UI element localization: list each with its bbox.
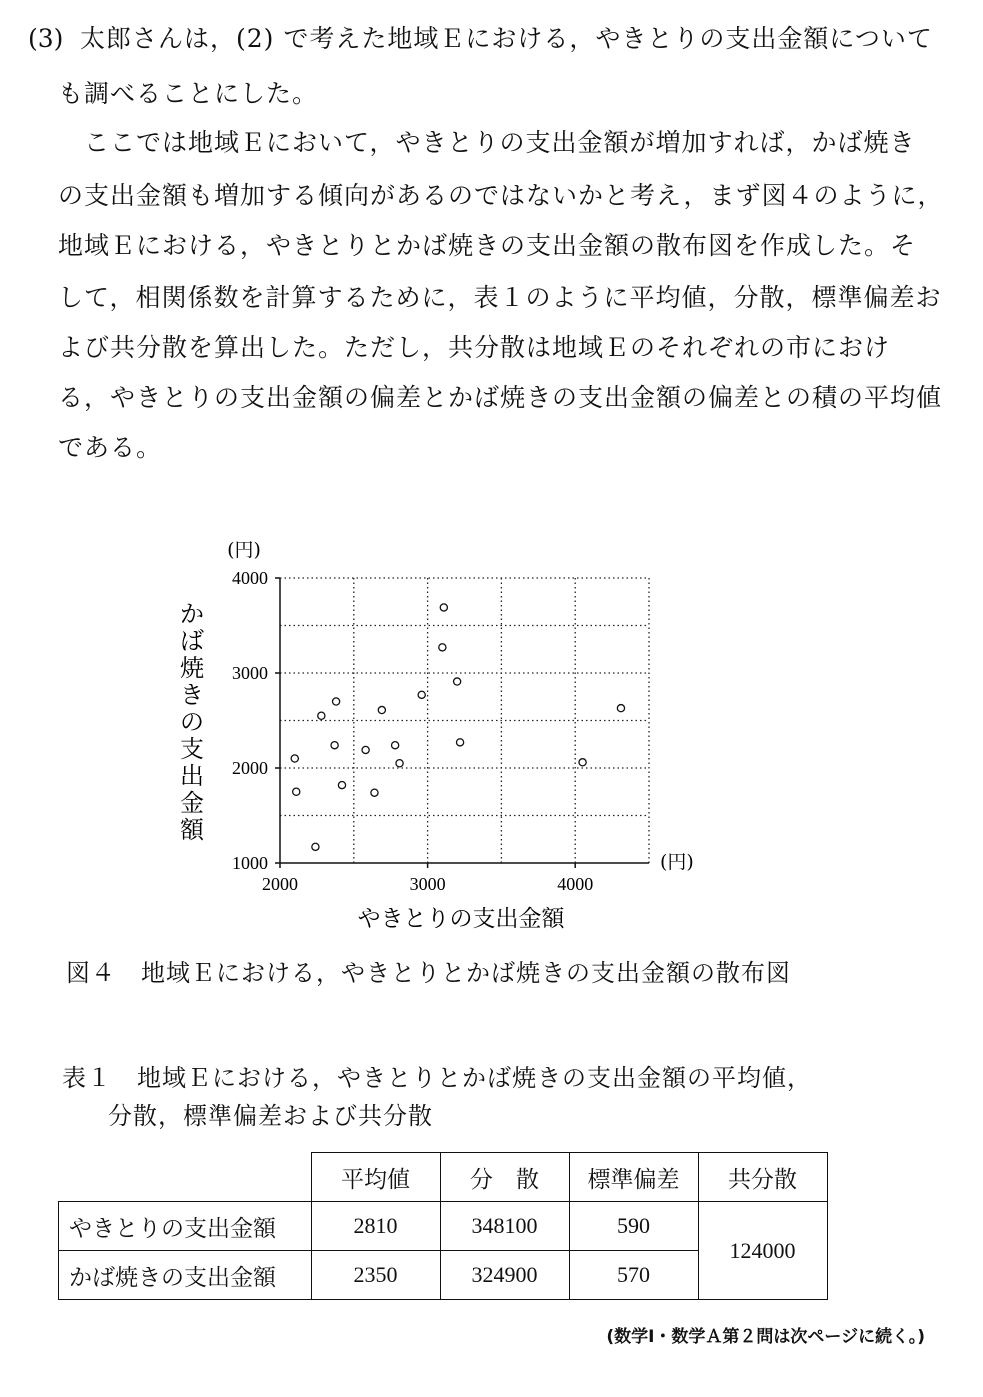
scatter-point bbox=[318, 712, 325, 719]
y-axis-title: かば焼きの支出金額 bbox=[180, 600, 204, 844]
chart-axes bbox=[275, 578, 649, 868]
page-footer-note: (数学Ⅰ・数学Ａ第２問は次ページに続く。) bbox=[606, 1327, 925, 1347]
question-line-7: よび共分散を算出した。ただし，共分散は地域Ｅのそれぞれの市におけ bbox=[58, 333, 891, 362]
row-label-yakitori: やきとりの支出金額 bbox=[59, 1202, 312, 1251]
stats-table bbox=[58, 1152, 828, 1300]
scatter-point bbox=[392, 742, 399, 749]
scatter-point bbox=[312, 843, 319, 850]
yakitori-sd: 590 bbox=[569, 1202, 698, 1251]
x-axis-title: やきとりの支出金額 bbox=[357, 906, 565, 932]
chart-tick-labels bbox=[232, 568, 593, 894]
question-line-9: である。 bbox=[58, 433, 163, 462]
scatter-point bbox=[331, 742, 338, 749]
scatter-point bbox=[579, 759, 586, 766]
table-title-line-2: 分散，標準偏差および共分散 bbox=[108, 1102, 433, 1130]
table-header-row bbox=[59, 1153, 828, 1202]
scatter-point bbox=[440, 604, 447, 611]
y-tick-label: 2000 bbox=[232, 758, 268, 778]
scatter-point bbox=[332, 698, 339, 705]
table-corner bbox=[59, 1153, 312, 1202]
question-line-5: 地域Ｅにおける，やきとりとかば焼きの支出金額の散布図を作成した。そ bbox=[58, 231, 917, 260]
header-variance: 分 散 bbox=[440, 1153, 569, 1202]
scatter-point bbox=[456, 739, 463, 746]
chart-grid bbox=[280, 578, 649, 863]
scatter-point bbox=[362, 746, 369, 753]
x-tick-label: 4000 bbox=[557, 874, 594, 894]
scatter-point bbox=[293, 788, 300, 795]
scatter-point bbox=[454, 678, 461, 685]
question-line-3: ここでは地域Ｅにおいて，やきとりの支出金額が増加すれば，かば焼き bbox=[84, 128, 916, 157]
scatter-point bbox=[371, 789, 378, 796]
y-tick-label: 1000 bbox=[232, 853, 268, 873]
kabayaki-variance: 324900 bbox=[440, 1251, 569, 1300]
scatter-point bbox=[439, 644, 446, 651]
scatter-point bbox=[617, 705, 624, 712]
scatter-point bbox=[418, 691, 425, 698]
question-line-2: も調べることにした。 bbox=[58, 79, 319, 108]
yakitori-variance: 348100 bbox=[440, 1202, 569, 1251]
row-label-kabayaki: かば焼きの支出金額 bbox=[59, 1251, 312, 1300]
x-tick-label: 3000 bbox=[409, 874, 446, 894]
scatter-plot bbox=[170, 530, 730, 940]
table-title-line-1: 表１ 地域Ｅにおける，やきとりとかば焼きの支出金額の平均値， bbox=[62, 1064, 812, 1092]
scatter-point bbox=[396, 760, 403, 767]
header-covariance: 共分散 bbox=[698, 1153, 827, 1202]
table-row bbox=[59, 1202, 828, 1251]
figure-caption: 図４ 地域Ｅにおける，やきとりとかば焼きの支出金額の散布図 bbox=[66, 959, 791, 987]
question-line-1: 太郎さんは，(2) で考えた地域Ｅにおける，やきとりの支出金額について bbox=[80, 24, 933, 53]
y-tick-label: 4000 bbox=[232, 568, 268, 588]
question-number: (3) bbox=[28, 24, 64, 53]
header-sd: 標準偏差 bbox=[569, 1153, 698, 1202]
yakitori-mean: 2810 bbox=[311, 1202, 440, 1251]
covariance-value: 124000 bbox=[698, 1202, 827, 1300]
question-line-8: る，やきとりの支出金額の偏差とかば焼きの支出金額の偏差との積の平均値 bbox=[58, 383, 943, 412]
x-axis-unit: (円) bbox=[660, 851, 694, 873]
y-axis-unit: (円) bbox=[227, 539, 261, 561]
scatter-point bbox=[378, 706, 385, 713]
kabayaki-mean: 2350 bbox=[311, 1251, 440, 1300]
y-tick-label: 3000 bbox=[232, 663, 268, 683]
scatter-point bbox=[291, 755, 298, 762]
scatter-point bbox=[338, 782, 345, 789]
header-mean: 平均値 bbox=[311, 1153, 440, 1202]
chart-points bbox=[291, 604, 624, 851]
x-tick-label: 2000 bbox=[262, 874, 298, 894]
question-line-6: して，相関係数を計算するために，表１のように平均値，分散，標準偏差お bbox=[58, 283, 942, 312]
kabayaki-sd: 570 bbox=[569, 1251, 698, 1300]
question-line-4: の支出金額も増加する傾向があるのではないかと考え，まず図４のように， bbox=[58, 181, 944, 210]
